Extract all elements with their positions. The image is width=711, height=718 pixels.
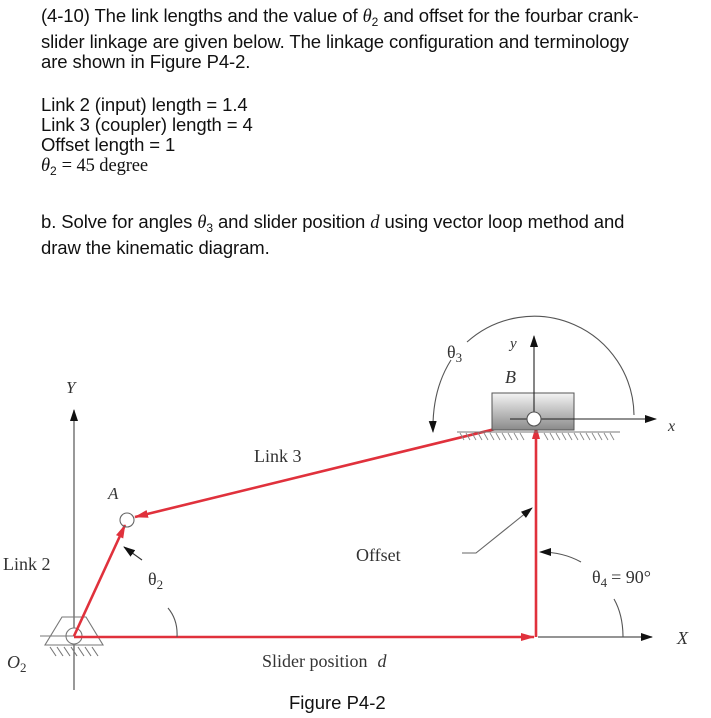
given-link2: Link 2 (input) length = 1.4 [41,94,248,115]
given-offset: Offset length = 1 [41,134,176,155]
link2-pointer [124,547,142,560]
label-offset: Offset [356,545,401,565]
label-y-local: y [510,336,517,352]
intro-line-3: are shown in Figure P4-2. [41,51,251,72]
theta4-arc [540,552,581,562]
label-O2: $O_2$ [7,652,27,675]
label-theta2: $\theta_2$ [148,569,164,592]
label-theta3: $\theta_3$ [447,342,463,365]
label-link3: Link 3 [254,446,302,466]
label-link2: Link 2 [3,554,51,574]
given-theta2: $\theta_2 = 45$ degree [41,156,149,178]
pin-A [120,513,134,527]
label-theta4: $\theta_4 = 90^\circ$ [592,567,651,590]
figure-caption: Figure P4-2 [289,692,386,713]
label-B: B [505,367,516,387]
task-line-2: draw the kinematic diagram. [41,237,270,258]
label-Y: Y [66,378,76,397]
offset-pointer [462,508,532,553]
given-link3: Link 3 (coupler) length = 4 [41,114,253,135]
label-x-local: x [668,418,676,435]
intro-line-2: slider linkage are given below. The linkage configuration and terminology [41,31,629,52]
link-2 [74,525,125,636]
label-slider-position: Slider position d [262,651,387,671]
label-X: X [677,628,688,648]
task-line-1: b. Solve for angles $\theta_3$ and slider position d using vector loop method and [41,211,625,235]
intro-line-1: (4-10) The link lengths and the value of $\theta_2$ and offset for the fourbar crank- [41,5,639,29]
label-A: A [108,484,119,503]
theta2-arc [168,608,177,637]
pin-B [527,412,541,426]
